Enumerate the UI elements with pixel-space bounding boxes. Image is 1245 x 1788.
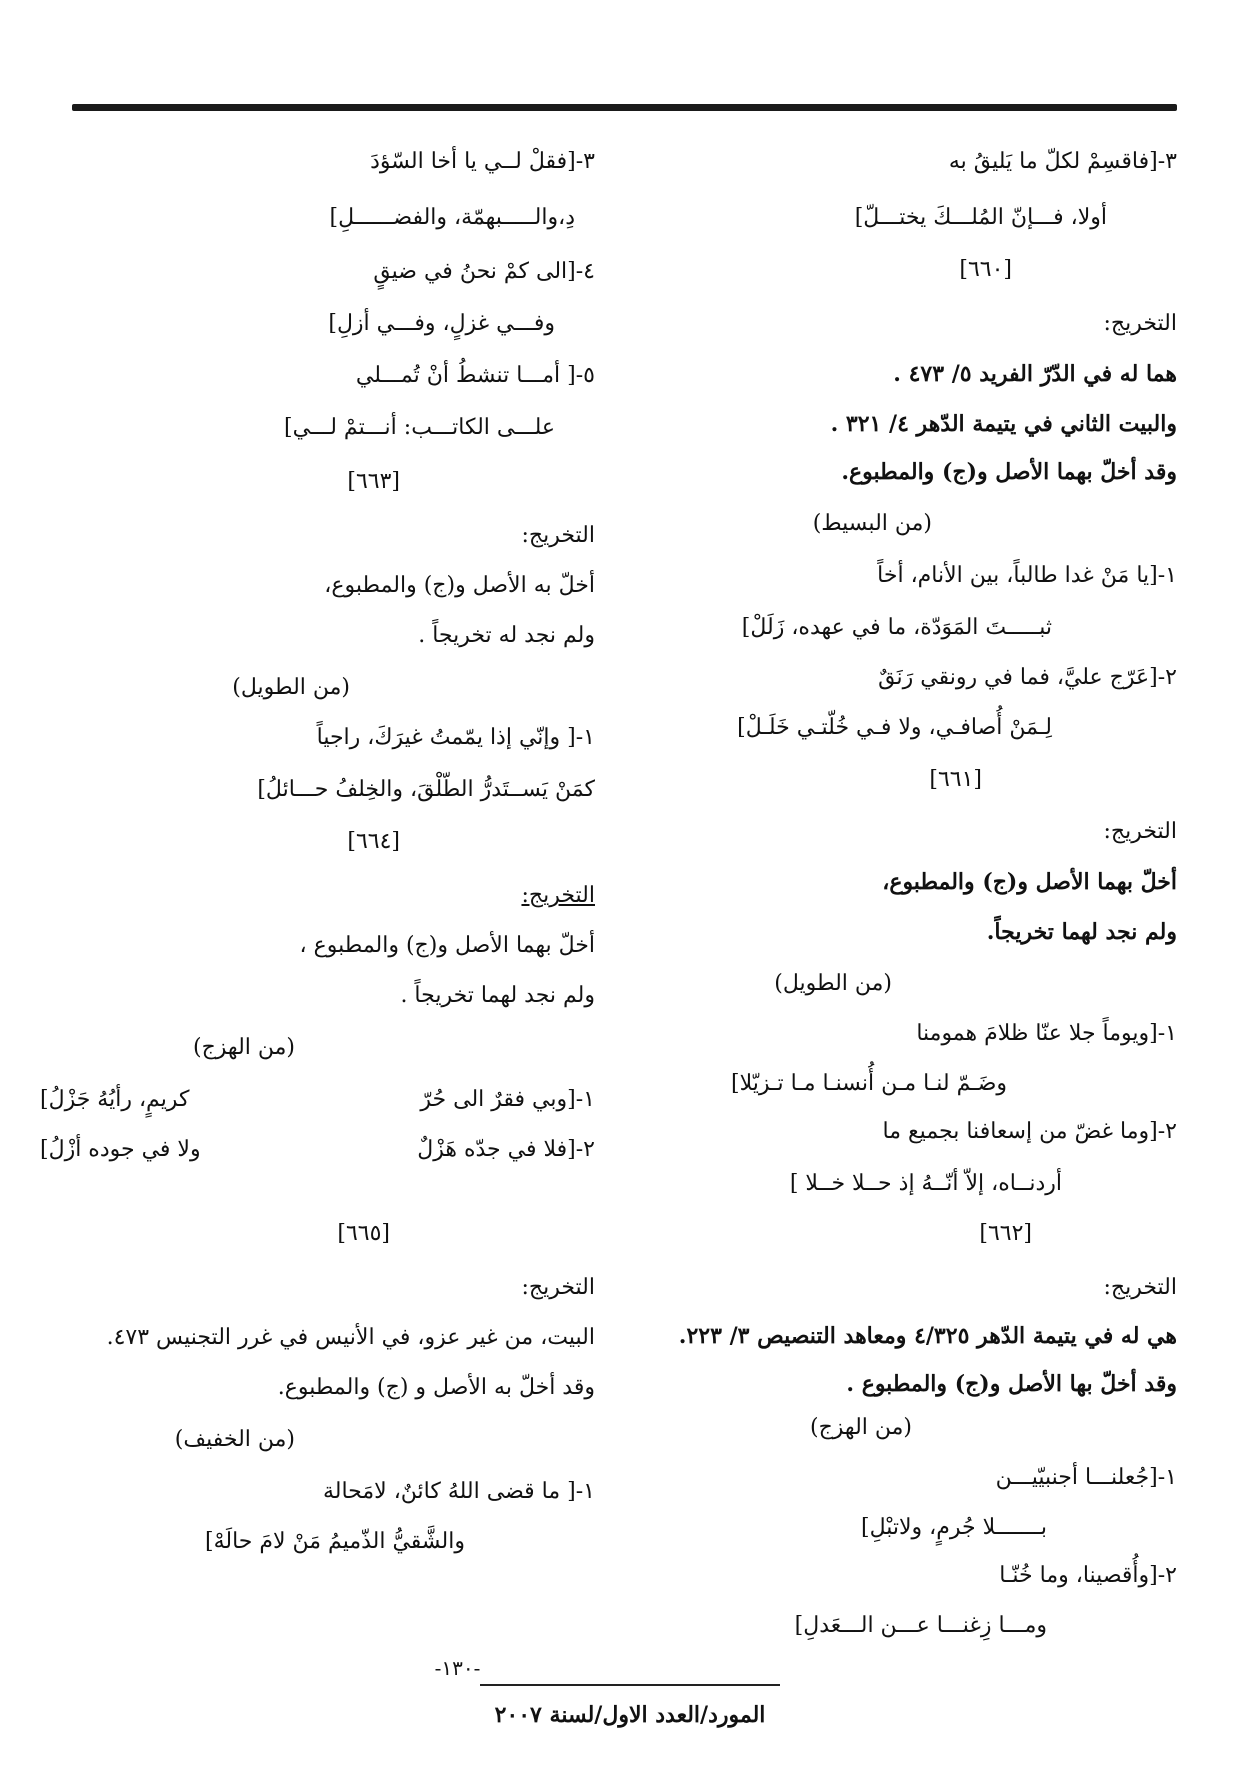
- verse-line: أردنــاه، إلاّ أنّــهُ إذ حــلا خــلا ]: [789, 1171, 1062, 1196]
- verse-line: دِ،والـــــبهمّة، والفضــــــلِ]: [329, 205, 575, 230]
- verse-line: ١-[يا مَنْ غدا طالباً، بين الأنام، أخاً: [877, 563, 1177, 588]
- verse-line: ٣-[فقلْ لــي يا أخا السّؤدَ: [370, 149, 595, 174]
- verse-line: ومـــا زِغنـــا عـــن الـــعَدلِ]: [794, 1613, 1047, 1638]
- verse-line: ٤-[الى كمْ نحنُ في ضيقٍ: [373, 259, 595, 284]
- paragraph: ولم نجد لهما تخريجاً.: [986, 919, 1177, 945]
- verse-line: ٢-[وما غضّ من إسعافنا بجميع ما: [882, 1119, 1177, 1144]
- verse-line: علـــى الكاتـــب: أنـــتمْ لـــي]: [283, 415, 555, 440]
- paragraph: البيت، من غير عزو، في الأنيس في غرر التجنيس ٤٧٣.: [106, 1325, 595, 1350]
- paragraph: ولم نجد له تخريجاً .: [418, 623, 595, 648]
- verse-line: ٣-[فاقسِمْ لكلّ ما يَليقُ به: [948, 149, 1177, 174]
- verse-line: وفـــي غزلٍ، وفـــي أزلِ]: [328, 311, 555, 336]
- page-number: -١٣٠-: [434, 1656, 481, 1680]
- verse-hemistich: ٢-[فلا في جدّه هَزْلٌ: [417, 1137, 595, 1162]
- paragraph: وقد أخلّ به الأصل و (ج) والمطبوع.: [277, 1375, 595, 1400]
- entry-number: [٦٦٤]: [347, 829, 400, 854]
- section-heading: التخريج:: [1103, 311, 1177, 336]
- entry-number: [٦٦٣]: [347, 469, 400, 494]
- meter-label: (من الهزج): [810, 1415, 912, 1440]
- meter-label: (من الهزج): [193, 1035, 295, 1060]
- entry-number: [٦٦٥]: [337, 1221, 390, 1246]
- paragraph: أخلّ بهما الأصل و(ج) والمطبوع،: [882, 869, 1177, 895]
- verse-line: ١-[ وإنّي إذا يمّمتُ غيرَكَ، راجياً: [316, 725, 595, 750]
- paragraph: أخلّ به الأصل و(ج) والمطبوع،: [324, 573, 595, 598]
- verse-hemistich: كريمٍ، رأيُهُ جَزْلُ]: [40, 1087, 190, 1112]
- verse-line: ثبـــــتَ المَوَدّة، ما في عهده، زَلَلْ]: [741, 615, 1052, 640]
- verse-line: ٥-[ أمـــا تنشطُ أنْ تُمـــلي: [355, 363, 595, 388]
- section-heading: التخريج:: [521, 523, 595, 548]
- paragraph: هما له في الدّرّ الفريد ٥/ ٤٧٣ .: [893, 361, 1177, 387]
- paragraph: هي له في يتيمة الدّهر ٤/٣٢٥ ومعاهد التنصيص ٣/ ٢٢٣.: [678, 1323, 1177, 1349]
- verse-line: كمَنْ يَســتَدرُّ الطّلْقَ، والخِلفُ حـــائلُ]: [257, 777, 595, 802]
- verse-line: ٢-[عَرّج عليَّ، فما في رونقي رَنَقٌ: [878, 665, 1177, 690]
- section-heading: التخريج:: [521, 1275, 595, 1300]
- entry-number: [٦٦٢]: [979, 1221, 1032, 1246]
- paragraph: وقد أخلّ بها الأصل و(ج) والمطبوع .: [846, 1371, 1177, 1397]
- footer-rule: [480, 1684, 780, 1686]
- meter-label: (من البسيط): [812, 511, 932, 536]
- verse-line: ٢-[وأُقصينا، وما خُنّـا: [999, 1563, 1177, 1588]
- verse-hemistich: ١-[وبي فقرٌ الى حُرّ: [420, 1087, 595, 1112]
- paragraph: والبيت الثاني في يتيمة الدّهر ٤/ ٣٢١ .: [830, 411, 1177, 437]
- meter-label: (من الخفيف): [174, 1427, 295, 1452]
- entry-number: [٦٦١]: [929, 767, 982, 792]
- verse-line: أولا، فـــإنّ المُلـــكَ يختـــلّ]: [854, 205, 1107, 230]
- paragraph: أخلّ بهما الأصل و(ج) والمطبوع ،: [299, 933, 595, 958]
- meter-label: (من الطويل): [774, 971, 892, 996]
- verse-line: لِـمَنْ أُصافـي، ولا فـي خُلّتـي خَلَـلْ]: [737, 715, 1052, 740]
- verse-line: بـــــــلا جُرمٍ، ولاتبْلِ]: [861, 1515, 1047, 1540]
- section-heading: التخريج:: [1103, 819, 1177, 844]
- header-rule: [72, 104, 1177, 111]
- section-heading: التخريج:: [521, 883, 595, 908]
- verse-line: ١-[جُعلنـــا أجنبيّيـــن: [995, 1465, 1177, 1490]
- verse-line: وضَـمّ لنـا مـن أُنسنـا مـا تـزيّلا]: [731, 1071, 1007, 1096]
- meter-label: (من الطويل): [232, 675, 350, 700]
- verse-line: ١-[ ما قضى اللهُ كائنٌ، لامَحالة: [322, 1479, 595, 1504]
- paragraph: وقد أخلّ بهما الأصل و(ج) والمطبوع.: [841, 459, 1177, 485]
- section-heading: التخريج:: [1103, 1275, 1177, 1300]
- verse-hemistich: ولا في جوده أزْلُ]: [40, 1137, 201, 1162]
- paragraph: ولم نجد لهما تخريجاً .: [400, 983, 595, 1008]
- entry-number: [٦٦٠]: [959, 257, 1012, 282]
- verse-line: والشَّقيُّ الذّميمُ مَنْ لامَ حالَهْ]: [204, 1529, 465, 1554]
- verse-line: ١-[ويوماً جلا عنّا ظلامَ همومنا: [916, 1021, 1177, 1046]
- journal-footer: المورد/العدد الاول/لسنة ٢٠٠٧: [494, 1702, 766, 1728]
